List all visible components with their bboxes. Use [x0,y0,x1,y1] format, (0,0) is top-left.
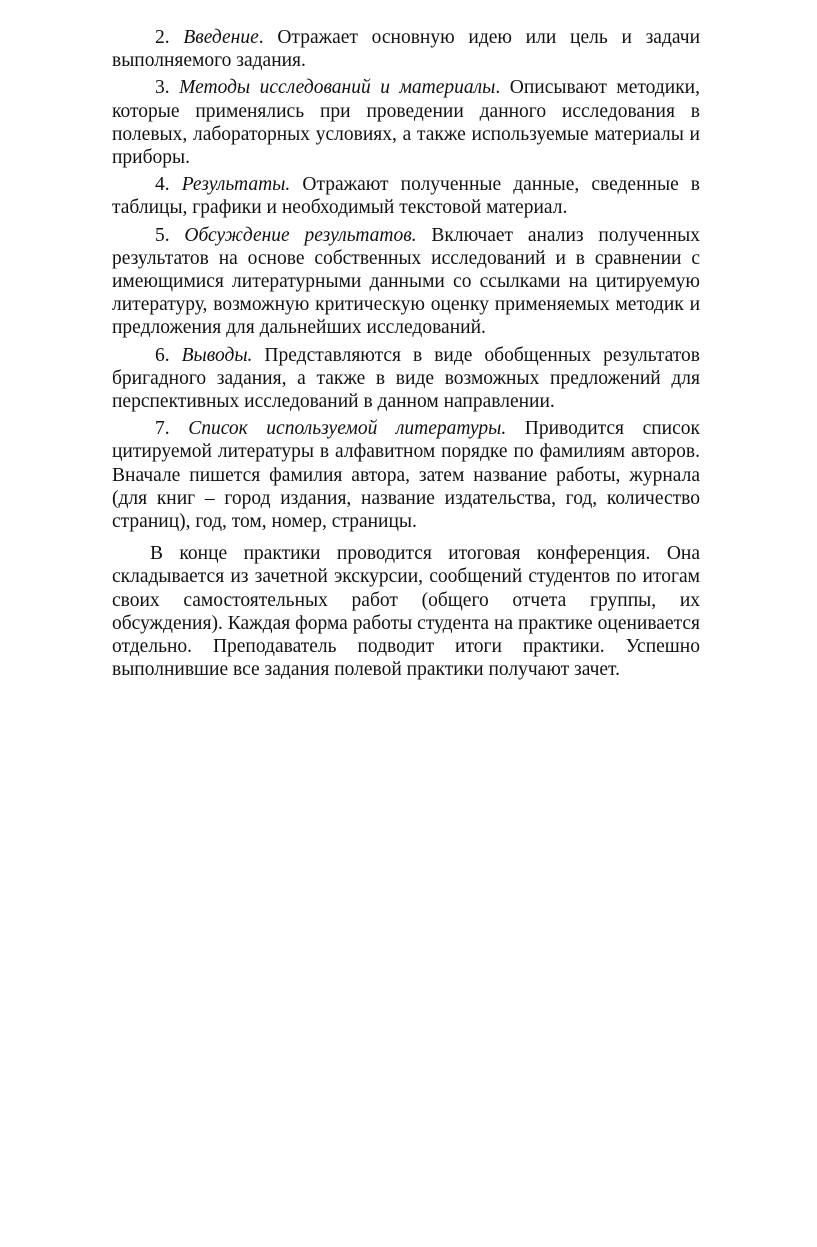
item-heading: Результаты. [181,174,291,196]
item-heading: Введение [183,27,259,48]
closing-paragraph: В конце практики проводится итоговая конференция. Она складывается из зачетной экскурсии, сообщений студентов по итогам своих самостоятельных работ (общего отчета группы, их обсуждения). Каждая форма работы студента на практике оценивается отдельно. Преподаватель подводит итоги практики. Успешно выполнившие все задания полевой практики получают зачет. [112,543,700,681]
list-item-conclusions [112,344,700,414]
item-number: 4. [155,174,170,196]
item-text: . Отражает основную идею или цель и задачи выполняемого задания. [112,27,701,72]
item-number: 2. [155,27,170,48]
item-heading: Методы исследований и материалы [179,77,496,99]
item-heading: Список используемой литературы. [188,418,507,440]
item-number: 5. [155,224,170,246]
document-page [112,26,700,685]
item-number: 3. [155,77,170,99]
item-text: Включает анализ полученных результатов на основе собственных исследований и в сравнении с имеющимися литературными данными со ссылками на цитируемую литературу, возможную критическую оценку применяемых методик и предложения для дальнейших исследований. [112,224,700,339]
list-item-discussion [112,224,700,340]
list-item-results [112,173,700,219]
item-text: Представляются в виде обобщенных результатов бригадного задания, а также в виде возможных предложений для перспективных исследований в данном направлении. [112,344,701,413]
list-item-introduction [112,26,700,72]
list-item-methods [112,76,700,169]
item-text: . Описывают методики, которые применялись при проведении данного исследования в полевых, лабораторных условиях, а также используемые материалы и приборы. [112,77,700,169]
item-heading: Выводы. [181,344,253,366]
item-number: 6. [155,344,170,366]
list-item-references [112,417,700,533]
item-heading: Обсуждение результатов. [184,224,417,246]
item-text: Приводится список цитируемой литературы в алфавитном порядке по фамилиям авторов. Вначале пишется фамилия автора, затем название работы, журнала (для книг – город издания, название издательства, год, количество страниц), год, том, номер, страницы. [112,418,700,533]
item-text: Отражают полученные данные, сведенные в таблицы, графики и необходимый текстовой материал. [112,174,701,219]
item-number: 7. [155,418,170,440]
